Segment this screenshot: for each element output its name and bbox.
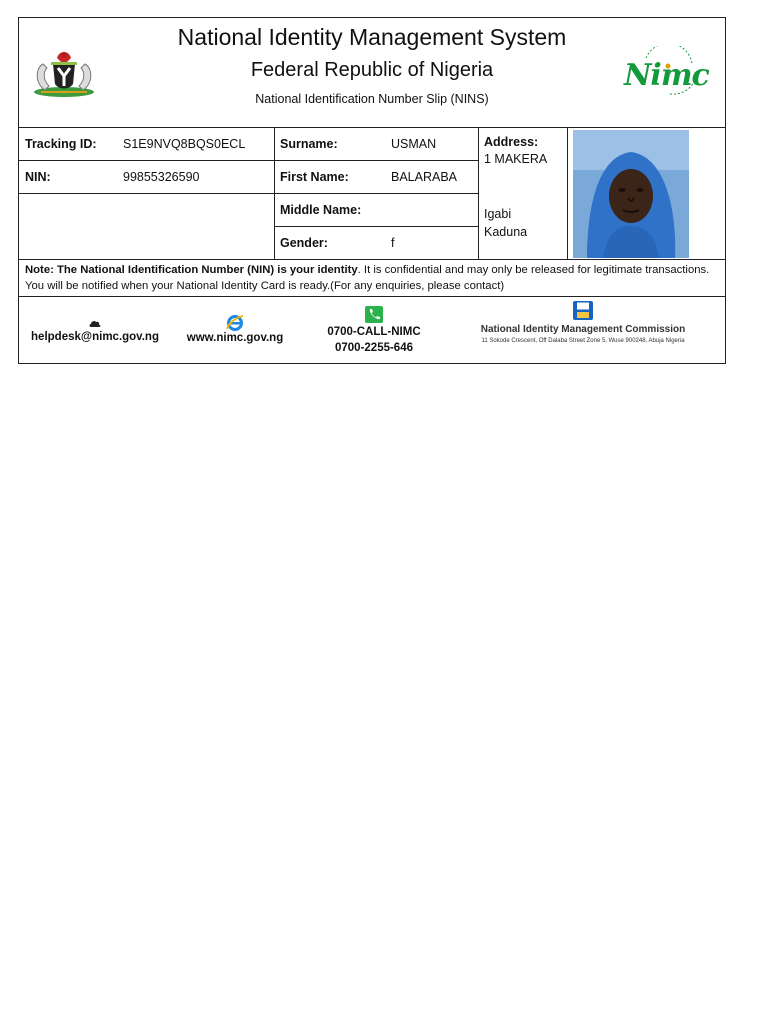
phone-line-2: 0700-2255-646	[334, 342, 413, 354]
middle-name-label: Middle Name:	[280, 203, 362, 217]
tracking-id-value: S1E9NVQ8BQS0ECL	[123, 137, 246, 151]
nin-slip	[18, 17, 726, 364]
address-cell	[479, 128, 568, 259]
page-title: National Identity Management System	[177, 24, 567, 50]
cloud-icon	[89, 319, 101, 327]
phone-icon	[365, 306, 383, 323]
first-name-value: BALARABA	[391, 170, 458, 184]
nimc-logo-text: Nimc	[624, 58, 709, 93]
address-line-3: Kaduna	[484, 225, 528, 239]
floppy-disk-icon	[573, 301, 593, 320]
address-label: Address:	[484, 135, 539, 149]
photo-cell	[568, 128, 727, 259]
slip-footer	[19, 297, 725, 365]
org-address: 11 Sokode Crescent, Off Dalaba Street Zone 5, Wuse 900248, Abuja Nigeria	[481, 338, 685, 344]
nin-label: NIN:	[25, 170, 51, 184]
nin-value: 99855326590	[123, 170, 200, 184]
gender-value: f	[391, 236, 395, 250]
first-name-cell	[275, 161, 479, 194]
gender-label: Gender:	[280, 236, 328, 250]
footer-organization	[459, 301, 707, 344]
slip-header	[19, 18, 725, 128]
address-line-2: Igabi	[484, 207, 512, 221]
note-text	[19, 259, 725, 297]
tracking-id-label: Tracking ID:	[25, 137, 97, 151]
address-line-1: 1 MAKERA	[484, 152, 548, 166]
holder-photo	[573, 130, 689, 258]
middle-name-cell	[275, 194, 479, 227]
website-text: www.nimc.gov.ng	[186, 332, 284, 344]
note-bold: Note: The National Identification Number (NIN) is your identity	[25, 264, 358, 276]
note-rest: . It is confidential and may only be released for legitimate transactions. You will be notified when your National Identity Card is ready.(For any enquiries, please contact)	[25, 264, 710, 292]
slip-name: National Identification Number Slip (NINS)	[255, 92, 489, 106]
surname-label: Surname:	[280, 137, 338, 151]
surname-cell	[275, 128, 479, 161]
page-subtitle: Federal Republic of Nigeria	[250, 59, 494, 81]
org-name: National Identity Management Commission	[480, 324, 686, 335]
footer-phone[interactable]	[309, 306, 439, 356]
first-name-label: First Name:	[280, 170, 349, 184]
phone-line-1: 0700-CALL-NIMC	[327, 326, 421, 338]
gender-cell	[275, 227, 479, 259]
email-text: helpdesk@nimc.gov.ng	[31, 331, 159, 343]
nimc-logo	[624, 46, 709, 98]
nin-cell	[19, 161, 275, 194]
blank-cell	[19, 194, 275, 259]
tracking-id-cell	[19, 128, 275, 161]
surname-value: USMAN	[391, 137, 437, 151]
footer-website[interactable]	[169, 314, 301, 344]
footer-email[interactable]	[29, 319, 161, 343]
internet-explorer-icon	[226, 314, 244, 332]
